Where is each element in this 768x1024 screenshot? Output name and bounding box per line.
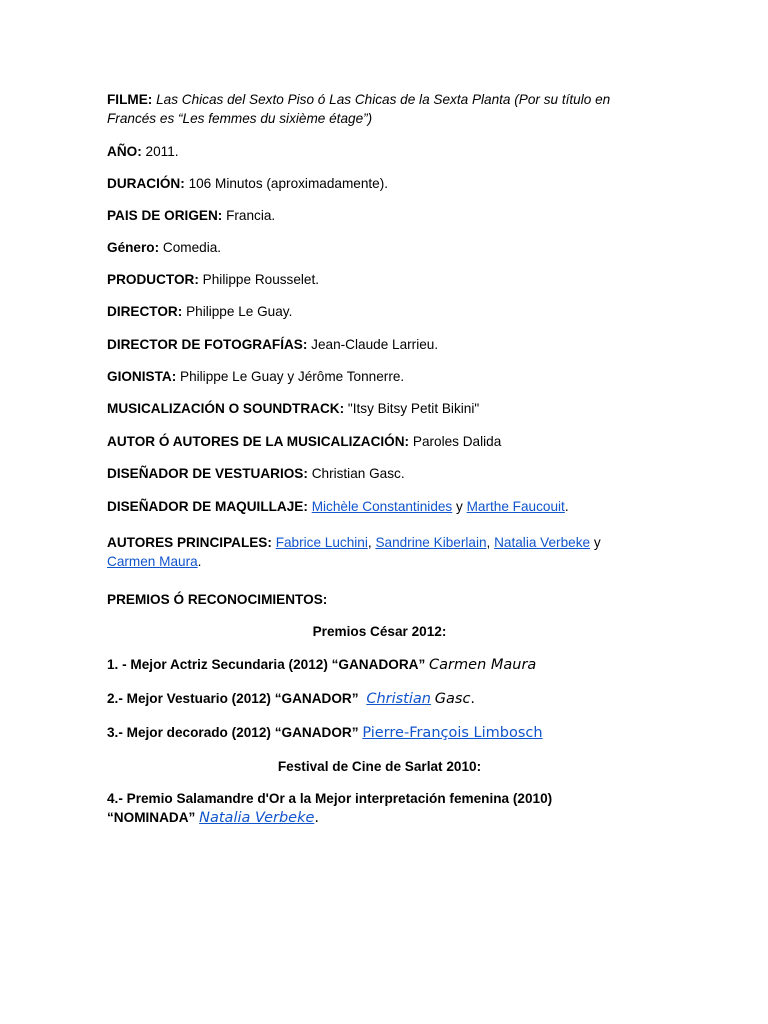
writers-label: GIONISTA: <box>107 369 177 384</box>
cesar-heading: Premios César 2012: <box>312 624 447 639</box>
cesar-award-2-link[interactable]: Christian <box>366 691 431 707</box>
makeup-label: DISEÑADOR DE MAQUILLAJE: <box>107 499 308 514</box>
sarlat-award-status: “NOMINADA” <box>107 810 196 825</box>
cast-comma: , <box>486 535 491 550</box>
makeup-separator: y <box>456 499 463 514</box>
makeup-link-marthe[interactable]: Marthe Faucouit <box>466 499 565 514</box>
cast-end: . <box>197 554 202 569</box>
photography-label: DIRECTOR DE FOTOGRAFÍAS: <box>107 337 308 352</box>
cesar-award-1-name: Carmen Maura <box>429 657 537 673</box>
music-authors-field <box>107 432 652 451</box>
film-title: Las Chicas del Sexto Piso ó Las Chicas de la Sexta Planta (Por su título en Francés es “Les femmes du sixième étage”) <box>107 92 611 126</box>
costume-value: Christian Gasc. <box>311 466 405 481</box>
sarlat-heading: Festival de Cine de Sarlat 2010: <box>277 759 482 774</box>
duration-value: 106 Minutos (aproximadamente). <box>188 176 389 191</box>
cast-link-luchini[interactable]: Fabrice Luchini <box>275 535 368 550</box>
sarlat-award <box>107 789 652 828</box>
sarlat-award-link[interactable]: Natalia Verbeke <box>199 810 315 826</box>
cesar-award-3 <box>107 723 652 743</box>
cesar-award-3-text: 3.- Mejor decorado (2012) “GANADOR” <box>107 725 359 740</box>
producer-value: Philippe Rousselet. <box>202 272 320 287</box>
costume-field <box>107 464 652 483</box>
cesar-award-2-end: . <box>470 691 476 707</box>
music-authors-value: Paroles Dalida <box>412 434 502 449</box>
photography-value: Jean-Claude Larrieu. <box>311 337 439 352</box>
soundtrack-value: "Itsy Bitsy Petit Bikini" <box>347 401 480 416</box>
soundtrack-label: MUSICALIZACIÓN O SOUNDTRACK: <box>107 401 345 416</box>
cesar-award-1-text: 1. - Mejor Actriz Secundaria (2012) “GANADORA” <box>107 657 426 672</box>
makeup-end: . <box>564 499 569 514</box>
makeup-field <box>107 497 652 516</box>
director-label: DIRECTOR: <box>107 304 183 319</box>
music-authors-label: AUTOR Ó AUTORES DE LA MUSICALIZACIÓN: <box>107 434 410 449</box>
writers-value: Philippe Le Guay y Jérôme Tonnerre. <box>180 369 405 384</box>
document-page <box>107 90 652 828</box>
producer-field <box>107 270 652 289</box>
producer-label: PRODUCTOR: <box>107 272 199 287</box>
country-field <box>107 206 652 225</box>
year-value: 2011. <box>145 144 179 159</box>
film-label: FILME: <box>107 92 153 107</box>
soundtrack-field <box>107 399 652 418</box>
country-value: Francia. <box>226 208 276 223</box>
cesar-award-2 <box>107 689 652 709</box>
cesar-award-2-rest: Gasc <box>434 691 471 707</box>
duration-field <box>107 174 652 193</box>
costume-label: DISEÑADOR DE VESTUARIOS: <box>107 466 308 481</box>
cesar-award-3-link[interactable]: Pierre-François Limbosch <box>362 725 543 741</box>
makeup-link-michele[interactable]: Michèle Constantinides <box>311 499 453 514</box>
cast-label: AUTORES PRINCIPALES: <box>107 535 272 550</box>
duration-label: DURACIÓN: <box>107 176 185 191</box>
cast-comma: , <box>367 535 372 550</box>
cesar-award-2-text: 2.- Mejor Vestuario (2012) “GANADOR” <box>107 691 359 706</box>
cast-separator: y <box>593 535 601 550</box>
director-value: Philippe Le Guay. <box>186 304 293 319</box>
sarlat-award-line1: 4.- Premio Salamandre d'Or a la Mejor interpretación femenina (2010) <box>107 791 553 806</box>
genre-value: Comedia. <box>162 240 222 255</box>
writers-field <box>107 367 652 386</box>
film-field <box>107 90 652 128</box>
cast-field <box>107 533 652 571</box>
year-field <box>107 142 652 161</box>
cast-link-kiberlain[interactable]: Sandrine Kiberlain <box>375 535 487 550</box>
awards-heading: PREMIOS Ó RECONOCIMIENTOS: <box>107 592 328 607</box>
cesar-award-1 <box>107 655 652 675</box>
country-label: PAIS DE ORIGEN: <box>107 208 223 223</box>
sarlat-award-end: . <box>314 810 319 826</box>
genre-field <box>107 238 652 257</box>
year-label: AÑO: <box>107 144 142 159</box>
cast-link-verbeke[interactable]: Natalia Verbeke <box>494 535 591 550</box>
director-field <box>107 302 652 321</box>
photography-field <box>107 335 652 354</box>
genre-label: Género: <box>107 240 160 255</box>
cast-link-maura[interactable]: Carmen Maura <box>107 554 198 569</box>
